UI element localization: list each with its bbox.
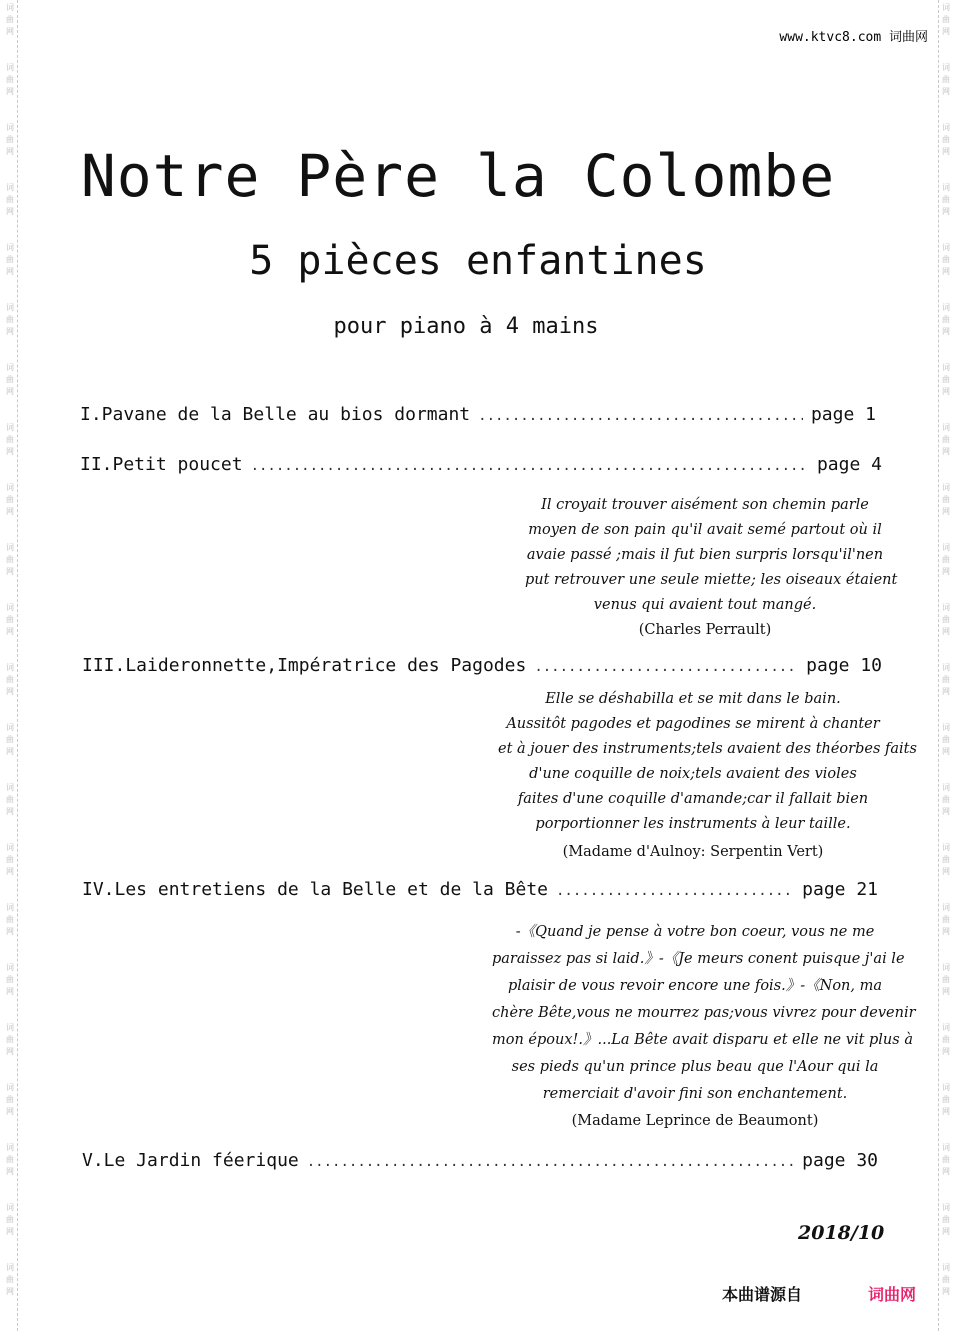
watermark-char: 曲 <box>942 75 950 84</box>
watermark-char: 词 <box>6 1083 14 1092</box>
watermark-char: 词 <box>6 663 14 672</box>
toc-entry-title: I.Pavane de la Belle au bios dormant <box>80 404 471 425</box>
watermark-char: 词 <box>6 303 14 312</box>
watermark-char: 词 <box>6 63 14 72</box>
watermark-char: 曲 <box>942 1095 950 1104</box>
watermark-mark <box>6 542 14 602</box>
watermark-mark <box>6 902 14 962</box>
quote-line: remerciait d'avoir fini son enchantement. <box>542 1086 848 1102</box>
toc-entry <box>82 1150 878 1171</box>
watermark-char: 曲 <box>6 195 14 204</box>
watermark-char: 网 <box>942 87 950 96</box>
watermark-char: 曲 <box>6 1275 14 1284</box>
quote-line: Elle se déshabilla et se mit dans le bain. <box>545 691 841 707</box>
watermark-char: 词 <box>6 603 14 612</box>
watermark-char: 网 <box>942 1167 950 1176</box>
watermark-char: 词 <box>6 123 14 132</box>
watermark-char: 曲 <box>942 495 950 504</box>
watermark-char: 曲 <box>6 435 14 444</box>
watermark-char: 词 <box>6 483 14 492</box>
toc-entry-quote <box>525 493 898 643</box>
watermark-char: 词 <box>6 183 14 192</box>
watermark-char: 词 <box>6 723 14 732</box>
watermark-char: 曲 <box>6 1215 14 1224</box>
watermark-char: 曲 <box>6 855 14 864</box>
page-subtitle: 5 pièces enfantines <box>249 238 707 284</box>
watermark-char: 网 <box>6 807 14 816</box>
watermark-char: 网 <box>6 987 14 996</box>
watermark-char: 网 <box>6 27 14 36</box>
watermark-char: 曲 <box>6 375 14 384</box>
quote-line: ses pieds qu'un prince plus beau que l'Aour qui la <box>511 1059 879 1075</box>
watermark-char: 词 <box>6 783 14 792</box>
watermark-char: 曲 <box>6 315 14 324</box>
watermark-char: 词 <box>942 423 950 432</box>
watermark-mark <box>6 482 14 542</box>
watermark-char: 曲 <box>6 555 14 564</box>
toc-entry <box>82 655 882 676</box>
toc-entry <box>82 879 878 900</box>
watermark-char: 曲 <box>942 255 950 264</box>
watermark-char: 曲 <box>942 135 950 144</box>
quote-line: d'une coquille de noix;tels avaient des violes <box>529 766 857 782</box>
watermark-char: 词 <box>942 963 950 972</box>
toc-leader-dots <box>307 1154 794 1170</box>
watermark-char: 词 <box>6 363 14 372</box>
toc-leader-dots <box>556 883 794 899</box>
watermark-char: 曲 <box>942 1215 950 1224</box>
watermark-char: 曲 <box>6 1035 14 1044</box>
watermark-char: 网 <box>942 1227 950 1236</box>
watermark-mark <box>942 182 950 242</box>
watermark-char: 词 <box>942 1083 950 1092</box>
watermark-mark <box>6 2 14 62</box>
watermark-char: 网 <box>6 267 14 276</box>
watermark-mark <box>6 962 14 1022</box>
watermark-char: 词 <box>942 903 950 912</box>
toc-entry-title: II.Petit poucet <box>80 454 243 475</box>
watermark-char: 词 <box>942 243 950 252</box>
watermark-char: 词 <box>6 1203 14 1212</box>
watermark-mark <box>942 1202 950 1262</box>
toc-leader-dots <box>478 408 803 424</box>
watermark-char: 曲 <box>942 735 950 744</box>
watermark-char: 网 <box>942 747 950 756</box>
watermark-mark <box>6 1202 14 1262</box>
quote-attribution: (Madame Leprince de Beaumont) <box>571 1113 819 1129</box>
watermark-char: 曲 <box>942 195 950 204</box>
watermark-char: 曲 <box>942 615 950 624</box>
watermark-char: 网 <box>942 1287 950 1296</box>
watermark-char: 曲 <box>942 555 950 564</box>
toc-entry-page: page 1 <box>810 404 876 425</box>
watermark-char: 词 <box>942 843 950 852</box>
watermark-char: 网 <box>6 567 14 576</box>
quote-line: moyen de son pain qu'il avait semé partout où il <box>528 522 882 538</box>
watermark-char: 曲 <box>942 675 950 684</box>
watermark-char: 曲 <box>942 1275 950 1284</box>
toc-entry-title: V.Le Jardin féerique <box>82 1150 299 1171</box>
quote-line: porportionner les instruments à leur taille. <box>535 816 851 832</box>
watermark-char: 词 <box>942 723 950 732</box>
watermark-char: 网 <box>6 747 14 756</box>
watermark-char: 曲 <box>6 75 14 84</box>
quote-line: et à jouer des instruments;tels avaient des théorbes faits <box>498 741 917 757</box>
watermark-char: 词 <box>6 1263 14 1272</box>
date: 2018/10 <box>798 1222 885 1244</box>
quote-line: put retrouver une seule miette; les oiseaux étaient <box>525 572 898 588</box>
watermark-char: 曲 <box>942 435 950 444</box>
quote-attribution: (Madame d'Aulnoy: Serpentin Vert) <box>562 844 824 860</box>
watermark-mark <box>942 722 950 782</box>
watermark-char: 词 <box>942 783 950 792</box>
watermark-char: 网 <box>942 987 950 996</box>
quote-line: avaie passé ;mais il fut bien surpris lorsqu'il'nen <box>526 547 884 563</box>
quote-line: plaisir de vous revoir encore une fois.》-《Non, ma <box>507 978 883 994</box>
watermark-char: 网 <box>6 207 14 216</box>
footer-brand-link[interactable]: 词曲网 <box>868 1285 917 1304</box>
watermark-char: 曲 <box>942 915 950 924</box>
watermark-char: 曲 <box>6 135 14 144</box>
watermark-char: 网 <box>6 1167 14 1176</box>
quote-line: Aussitôt pagodes et pagodines se mirent à chanter <box>506 716 880 732</box>
watermark-char: 网 <box>942 507 950 516</box>
quote-line: venus qui avaient tout mangé. <box>593 597 817 613</box>
watermark-char: 词 <box>942 483 950 492</box>
page-title: Notre Père la Colombe <box>80 142 836 210</box>
toc-entry-title: IV.Les entretiens de la Belle et de la Bête <box>82 879 548 900</box>
watermark-char: 网 <box>6 927 14 936</box>
watermark-char: 词 <box>6 3 14 12</box>
watermark-char: 曲 <box>942 855 950 864</box>
watermark-char: 词 <box>6 1143 14 1152</box>
watermark-mark <box>942 482 950 542</box>
toc-entry-page: page 10 <box>806 655 882 676</box>
watermark-char: 网 <box>6 867 14 876</box>
watermark-char: 曲 <box>942 1155 950 1164</box>
quote-line: mon époux!.》...La Bête avait disparu et elle ne vit plus à <box>492 1032 913 1048</box>
watermark-mark <box>942 1262 950 1322</box>
watermark-char: 网 <box>942 147 950 156</box>
watermark-char: 曲 <box>6 255 14 264</box>
watermark-char: 曲 <box>6 975 14 984</box>
watermark-char: 词 <box>942 183 950 192</box>
watermark-mark <box>942 302 950 362</box>
watermark-char: 词 <box>942 543 950 552</box>
watermark-mark <box>942 422 950 482</box>
watermark-char: 网 <box>942 807 950 816</box>
watermark-char: 词 <box>6 843 14 852</box>
watermark-mark <box>942 842 950 902</box>
watermark-char: 词 <box>942 663 950 672</box>
watermark-char: 词 <box>942 363 950 372</box>
watermark-char: 网 <box>6 507 14 516</box>
toc-entry <box>80 454 882 475</box>
watermark-char: 网 <box>942 1107 950 1116</box>
toc-leader-dots <box>251 458 809 474</box>
watermark-char: 曲 <box>942 975 950 984</box>
watermark-char: 曲 <box>6 615 14 624</box>
watermark-char: 词 <box>6 963 14 972</box>
watermark-mark <box>6 1022 14 1082</box>
watermark-mark <box>942 602 950 662</box>
watermark-char: 曲 <box>6 495 14 504</box>
watermark-char: 词 <box>942 3 950 12</box>
watermark-mark <box>6 1142 14 1202</box>
watermark-char: 网 <box>942 447 950 456</box>
watermark-mark <box>942 2 950 62</box>
watermark-mark <box>6 782 14 842</box>
watermark-mark <box>942 1142 950 1202</box>
watermark-char: 网 <box>6 387 14 396</box>
watermark-char: 曲 <box>942 795 950 804</box>
watermark-mark <box>6 662 14 722</box>
toc-entry-title: III.Laideronnette,Impératrice des Pagodes <box>82 655 527 676</box>
toc-entry-page: page 30 <box>802 1150 878 1171</box>
watermark-char: 网 <box>942 567 950 576</box>
watermark-char: 词 <box>6 903 14 912</box>
watermark-mark <box>942 662 950 722</box>
watermark-char: 网 <box>6 1287 14 1296</box>
watermark-char: 网 <box>6 447 14 456</box>
watermark-char: 曲 <box>6 915 14 924</box>
watermark-char: 词 <box>942 1263 950 1272</box>
quote-attribution: (Charles Perrault) <box>638 622 772 638</box>
watermark-mark <box>6 842 14 902</box>
watermark-mark <box>6 422 14 482</box>
watermark-char: 网 <box>6 147 14 156</box>
watermark-char: 网 <box>6 627 14 636</box>
watermark-char: 网 <box>942 267 950 276</box>
watermark-char: 曲 <box>6 1095 14 1104</box>
watermark-char: 词 <box>942 123 950 132</box>
watermark-char: 曲 <box>6 15 14 24</box>
watermark-char: 网 <box>6 1227 14 1236</box>
toc-leader-dots <box>534 659 798 675</box>
watermark-mark <box>942 782 950 842</box>
watermark-char: 网 <box>942 627 950 636</box>
watermark-mark <box>942 362 950 422</box>
watermark-char: 词 <box>942 603 950 612</box>
watermark-char: 词 <box>6 243 14 252</box>
watermark-char: 曲 <box>6 795 14 804</box>
watermark-mark <box>942 962 950 1022</box>
watermark-char: 网 <box>6 87 14 96</box>
watermark-char: 网 <box>942 327 950 336</box>
watermark-char: 词 <box>942 63 950 72</box>
quote-line: -《Quand je pense à votre bon coeur, vous ne me <box>515 924 875 940</box>
quote-line: Il croyait trouver aisément son chemin parle <box>541 497 869 513</box>
watermark-char: 曲 <box>942 315 950 324</box>
quote-line: paraissez pas si laid.》-《Je meurs conent puisque j'ai le <box>492 951 905 967</box>
watermark-char: 词 <box>942 1023 950 1032</box>
watermark-char: 网 <box>942 387 950 396</box>
watermark-char: 词 <box>6 1023 14 1032</box>
watermark-char: 词 <box>942 1203 950 1212</box>
watermark-char: 网 <box>942 867 950 876</box>
watermark-char: 网 <box>6 1107 14 1116</box>
watermark-char: 网 <box>942 207 950 216</box>
watermark-mark <box>6 362 14 422</box>
watermark-mark <box>942 1022 950 1082</box>
watermark-mark <box>6 602 14 662</box>
quote-line: faites d'une coquille d'amande;car il fallait bien <box>517 791 869 807</box>
watermark-mark <box>942 1082 950 1142</box>
watermark-mark <box>6 62 14 122</box>
watermark-char: 网 <box>942 687 950 696</box>
toc-entry-page: page 21 <box>802 879 878 900</box>
watermark-char: 网 <box>942 927 950 936</box>
watermark-mark <box>6 722 14 782</box>
watermark-mark <box>942 542 950 602</box>
watermark-char: 曲 <box>942 15 950 24</box>
watermark-char: 曲 <box>942 1035 950 1044</box>
instrumentation: pour piano à 4 mains <box>333 314 599 339</box>
watermark-char: 曲 <box>6 675 14 684</box>
watermark-char: 网 <box>942 1047 950 1056</box>
watermark-char: 曲 <box>6 1155 14 1164</box>
toc-entry-page: page 4 <box>816 454 882 475</box>
quote-line: chère Bête,vous ne mourrez pas;vous vivrez pour devenir <box>492 1005 916 1021</box>
right-watermark-strip <box>938 0 953 1331</box>
watermark-char: 词 <box>942 1143 950 1152</box>
watermark-mark <box>6 1262 14 1322</box>
footer-source-label: 本曲谱源自 <box>722 1285 803 1304</box>
watermark-char: 词 <box>6 543 14 552</box>
watermark-char: 网 <box>6 1047 14 1056</box>
watermark-char: 曲 <box>6 735 14 744</box>
watermark-char: 词 <box>6 423 14 432</box>
watermark-char: 曲 <box>942 375 950 384</box>
site-link[interactable]: www.ktvc8.com 词曲网 <box>779 30 928 45</box>
watermark-char: 网 <box>942 27 950 36</box>
toc-entry-quote <box>492 919 916 1135</box>
watermark-mark <box>942 62 950 122</box>
watermark-char: 词 <box>942 303 950 312</box>
toc-entry <box>80 404 876 425</box>
watermark-char: 网 <box>6 327 14 336</box>
watermark-mark <box>942 902 950 962</box>
toc-entry-quote <box>498 687 917 865</box>
watermark-mark <box>6 1082 14 1142</box>
watermark-char: 网 <box>6 687 14 696</box>
watermark-mark <box>942 122 950 182</box>
